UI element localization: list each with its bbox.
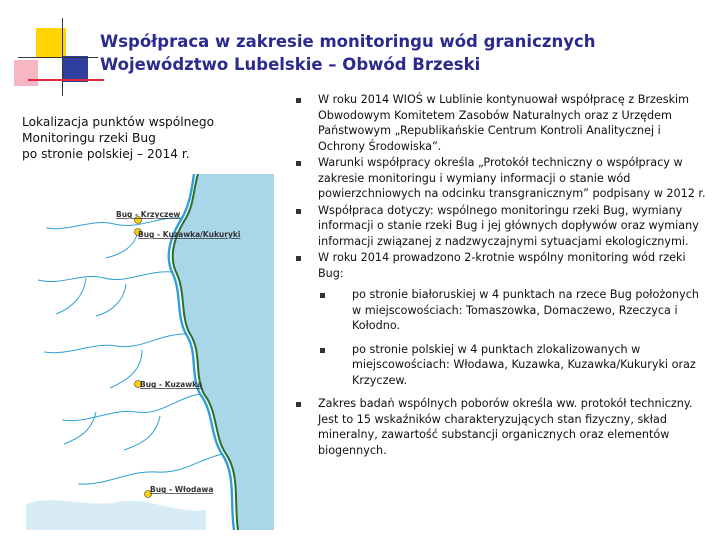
bullet-square-icon	[296, 98, 301, 103]
bullet-text: Zakres badań wspólnych poborów określa ww. protokół techniczny. Jest to 15 wskaźników charakteryzujących stan fizyczny, skład mineralny, zawartość substancji organicznych oraz elementów biogennych.	[318, 397, 693, 457]
bullet-list	[296, 92, 708, 459]
map-caption-line1: Lokalizacja punktów wspólnego	[22, 115, 215, 129]
bullet-text: Współpraca dotyczy: wspólnego monitoringu rzeki Bug, wymiany informacji o stanie rzeki Bug i jej głównych dopływów oraz wymiany informacji związanej z nadzwyczajnymi sytuacjami ekologicznymi.	[318, 203, 699, 248]
slide-title	[100, 30, 700, 76]
sub-bullet-item	[296, 342, 708, 389]
bullet-square-icon	[296, 161, 301, 166]
map-label-kuzawka: Bug - Kuzawka	[140, 380, 203, 389]
map-label-krzyczew: Bug - Krzyczew	[116, 210, 181, 219]
bullet-square-icon	[296, 256, 301, 261]
map-caption-line3: po stronie polskiej – 2014 r.	[22, 147, 190, 161]
bullet-item	[296, 203, 708, 250]
bullet-square-icon	[296, 209, 301, 214]
bullet-item	[296, 250, 708, 281]
map-caption	[22, 114, 272, 162]
bullet-item	[296, 92, 708, 154]
map-label-wlodawa: Bug - Włodawa	[150, 485, 214, 494]
bullet-square-icon	[296, 402, 301, 407]
bullet-item	[296, 396, 708, 458]
bullet-text: Warunki współpracy określa „Protokół techniczny o współpracy w zakresie monitoringu i wymiany informacji o stanie wód powierzchniowych na odcinku transgranicznym” podpisany w 2012 r.	[318, 156, 706, 200]
decor-line-red	[28, 79, 104, 81]
sub-bullet-square-icon	[320, 348, 325, 353]
decor-line-horizontal	[18, 57, 98, 58]
map-label-kuzawka-kukuryki: Bug - Kuzawka/Kukuryki	[138, 230, 241, 239]
bullet-item	[296, 155, 708, 202]
slide-title-line1: Współpraca w zakresie monitoringu wód granicznych	[100, 32, 596, 51]
bullet-text: W roku 2014 prowadzono 2-krotnie wspólny monitoring wód rzeki Bug:	[318, 251, 686, 280]
bug-river-map	[26, 174, 274, 530]
sub-bullet-text: po stronie białoruskiej w 4 punktach na rzece Bug położonych w miejscowościach: Tomaszowka, Domaczewo, Rzeczyca i Kołodno.	[352, 288, 699, 332]
decor-square-pink	[14, 60, 38, 86]
bullet-text: W roku 2014 WIOŚ w Lublinie kontynuował współpracę z Brzeskim Obwodowym Komitetem Zasobów Naturalnych oraz z Urzędem Państwowym „Republikańskie Centrum Kontroli Analitycznej i Ochrony Środowiska”.	[318, 93, 690, 153]
slide-title-line2: Województwo Lubelskie – Obwód Brzeski	[100, 55, 481, 74]
sub-bullet-item	[296, 287, 708, 334]
map-caption-line2: Monitoringu rzeki Bug	[22, 131, 156, 145]
sub-bullet-square-icon	[320, 293, 325, 298]
sub-bullet-text: po stronie polskiej w 4 punktach zlokalizowanych w miejscowościach: Włodawa, Kuzawka, Kuzawka/Kukuryki oraz Krzyczew.	[352, 342, 696, 387]
